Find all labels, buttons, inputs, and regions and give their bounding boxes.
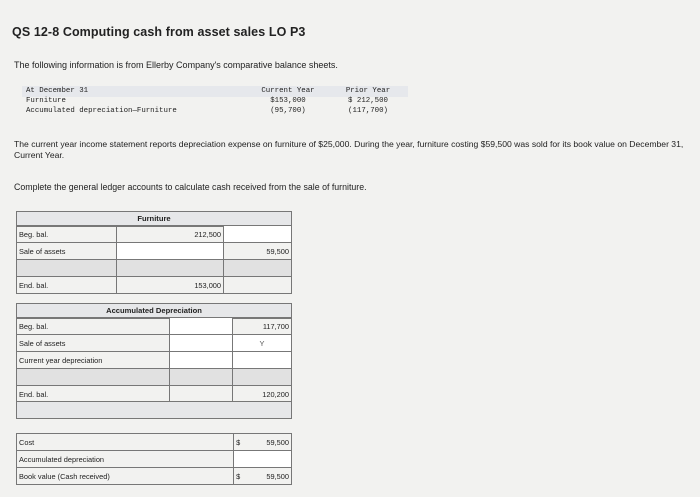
summary-accum-label: Accumulated depreciation	[17, 451, 234, 468]
accum-end-label: End. bal.	[17, 386, 170, 403]
furniture-credit-input[interactable]	[224, 226, 292, 243]
bs-row-label: Furniture	[26, 97, 66, 105]
furniture-beg-label: Beg. bal.	[17, 226, 117, 243]
accum-dep-input[interactable]	[233, 352, 292, 369]
bs-row-label: Accumulated depreciation—Furniture	[26, 107, 177, 115]
summary-accum-input[interactable]	[234, 451, 292, 468]
summary-book-value: 59,500	[266, 471, 289, 481]
col-current-year: Current Year	[261, 87, 315, 95]
summary-cost-value: 59,500	[266, 437, 289, 447]
accum-beg-value: 117,700	[233, 318, 292, 335]
accum-dep-label: Current year depreciation	[17, 352, 170, 369]
col-prior-year: Prior Year	[345, 87, 391, 95]
bs-row-current: $153,000	[270, 97, 306, 105]
summary-cost-label: Cost	[17, 434, 234, 451]
accum-debit-input-2[interactable]	[170, 335, 233, 352]
accum-ledger-title: Accumulated Depreciation	[16, 303, 292, 319]
instruction-text: Complete the general ledger accounts to calculate cash received from the sale of furniture.	[14, 182, 367, 192]
intro-text: The following information is from Ellerby Company's comparative balance sheets.	[14, 60, 338, 70]
accum-sale-value[interactable]: Y	[233, 335, 292, 352]
accum-beg-label: Beg. bal.	[17, 318, 170, 335]
balance-sheet	[22, 86, 408, 124]
furniture-end-label: End. bal.	[17, 277, 117, 294]
furniture-debit-input[interactable]	[117, 243, 224, 260]
accum-debit-input-3[interactable]	[170, 352, 233, 369]
bs-row-prior: (117,700)	[348, 107, 388, 115]
accum-ledger	[16, 317, 292, 403]
accum-debit-input-1[interactable]	[170, 318, 233, 335]
balance-sheet-header-label: At December 31	[26, 87, 89, 95]
furniture-ledger-title: Furniture	[16, 211, 292, 227]
page-title: QS 12-8 Computing cash from asset sales LO P3	[12, 25, 306, 39]
furniture-sale-value: 59,500	[224, 243, 292, 260]
bs-row-current: (95,700)	[270, 107, 306, 115]
summary-book-label: Book value (Cash received)	[17, 468, 234, 485]
problem-paragraph: The current year income statement reports depreciation expense on furniture of $25,000. During the year, furniture costing $59,500 was sold for its book value on December 31, Current Year.	[14, 139, 684, 160]
bs-row-prior: $ 212,500	[348, 97, 388, 105]
furniture-ledger	[16, 225, 292, 294]
furniture-end-value: 153,000	[117, 277, 224, 294]
furniture-beg-value: 212,500	[117, 226, 224, 243]
summary-table	[16, 433, 292, 485]
summary-book-dollar: $	[236, 471, 241, 481]
accum-sale-label: Sale of assets	[17, 335, 170, 352]
accum-end-value: 120,200	[233, 386, 292, 403]
summary-header-band	[16, 401, 292, 419]
furniture-sale-label: Sale of assets	[17, 243, 117, 260]
summary-cost-dollar: $	[236, 437, 241, 447]
